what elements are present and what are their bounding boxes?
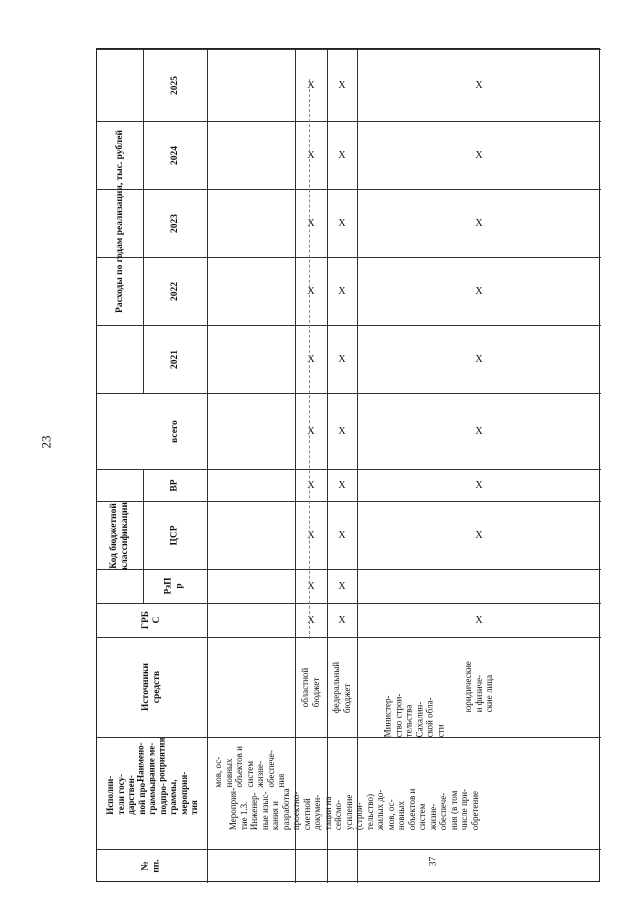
cell-2025: X — [475, 79, 483, 91]
source-label-legal: юридические и физиче- ские лица — [463, 661, 495, 713]
page-number: 23 — [38, 435, 54, 449]
cell-total: X — [475, 425, 483, 437]
source-label-regional: областной бюджет — [300, 667, 321, 707]
cell-2021: X — [475, 353, 483, 365]
cell-grbs: X — [338, 614, 346, 626]
executors-header: Исполни- тели госу- дарствен- ной про- граммы, подпро- граммы, мероприя- тия — [104, 771, 199, 815]
cell-2024: X — [307, 149, 315, 161]
name-header: Наимено- вание ме- роприятия — [135, 737, 167, 783]
cell-csr: X — [475, 529, 483, 541]
cell-csr: X — [307, 529, 315, 541]
cell-2024: X — [475, 149, 483, 161]
cell-2025: X — [307, 79, 315, 91]
cell-total: X — [307, 425, 315, 437]
cell-grbs: X — [307, 614, 315, 626]
sources-header: Источники средств — [141, 663, 162, 711]
cell-vr: X — [307, 479, 315, 491]
cell-2024: X — [338, 149, 346, 161]
year-2022-header: 2022 — [169, 281, 180, 301]
cell-vr: X — [475, 479, 483, 491]
cell-2022: X — [307, 285, 315, 297]
rzpr-header: РзП р — [163, 577, 185, 595]
year-2021-header: 2021 — [169, 349, 180, 369]
cell-2021: X — [338, 353, 346, 365]
cell-csr: X — [338, 529, 346, 541]
year-2024-header: 2024 — [169, 145, 180, 165]
cell-2022: X — [475, 285, 483, 297]
cell-2021: X — [307, 353, 315, 365]
total-header: всего — [169, 419, 180, 443]
cell-2023: X — [475, 217, 483, 229]
expenses-group-header: Расходы по годам реализации, тыс. рублей — [114, 129, 125, 313]
budget-code-group-header: Код бюджетной классификации — [109, 501, 131, 571]
row-37-executor: Министер- ство строи- тельства Сахалин- ской обла- сти — [382, 693, 445, 737]
row-37-name: Мероприя- тие 1.3. Инженер- ные изыс- кания и разработка проектно- сметной докумен- тации на сейсмо- усиление (строи- тельство) жилых до- мов, ос- новных объектов и систем жизне- обеспече- ния (в том числе при- обретение — [228, 787, 480, 831]
cell-rzpr: X — [307, 580, 315, 592]
cell-grbs: X — [475, 614, 483, 626]
cell-vr: X — [338, 479, 346, 491]
cell-total: X — [338, 425, 346, 437]
cell-2023: X — [307, 217, 315, 229]
grbs-header: ГРБ С — [140, 610, 162, 630]
vr-header: ВР — [169, 478, 180, 492]
row-37-number: 37 — [428, 856, 439, 866]
cell-2025: X — [338, 79, 346, 91]
year-2023-header: 2023 — [169, 213, 180, 233]
cell-rzpr: X — [338, 580, 346, 592]
year-2025-header: 2025 — [169, 75, 180, 95]
continuation-name: мов, ос- новных объектов и систем жизне- обеспече- ния — [213, 746, 287, 788]
csr-header: ЦСР — [169, 524, 180, 546]
source-label-federal: федеральный бюджет — [331, 661, 353, 713]
budget-table — [96, 48, 600, 882]
cell-2023: X — [338, 217, 346, 229]
cell-2022: X — [338, 285, 346, 297]
number-header: № пп. — [140, 859, 162, 873]
